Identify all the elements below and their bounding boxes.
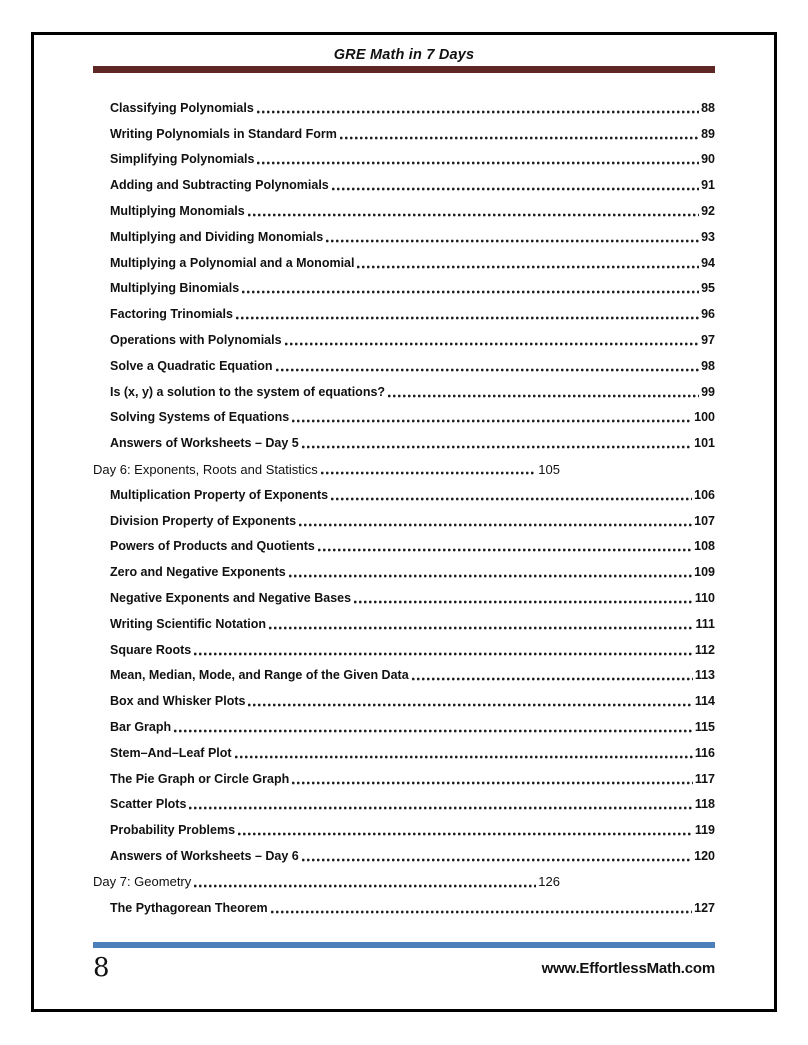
toc-entry (93, 276, 715, 302)
toc-entry-page: 107 (694, 513, 715, 528)
toc-entry (93, 250, 715, 276)
toc-leader-dots (257, 161, 699, 165)
toc-leader-dots (285, 342, 700, 346)
toc-entry (93, 147, 715, 173)
toc-entry (93, 379, 715, 405)
toc-entry (93, 740, 715, 766)
toc-entry-page: 114 (694, 694, 715, 709)
toc-entry (93, 327, 715, 353)
toc-leader-dots (269, 626, 693, 630)
toc-entry-label: Writing Polynomials in Standard Form (110, 126, 337, 141)
toc-entry (93, 766, 715, 792)
toc-leader-dots (388, 394, 699, 398)
toc-leader-dots (189, 806, 692, 810)
toc-entry-page: 88 (701, 100, 715, 115)
toc-entry (93, 792, 715, 818)
toc-entry-label: The Pie Graph or Circle Graph (110, 771, 290, 786)
toc-entry-label: Bar Graph (110, 720, 172, 735)
toc-entry-label: Multiplying and Dividing Monomials (110, 229, 324, 244)
toc-leader-dots (321, 471, 537, 475)
toc-entry-page: 117 (694, 771, 715, 786)
toc-leader-dots (340, 136, 699, 140)
toc-entry (93, 534, 715, 560)
toc-entry-page: 127 (694, 900, 715, 915)
toc-entry-label: Multiplying Monomials (110, 204, 245, 219)
toc-entry-label: Solve a Quadratic Equation (110, 358, 273, 373)
toc-leader-dots (174, 729, 693, 733)
toc-leader-dots (238, 832, 693, 836)
page-title: GRE Math in 7 Days (333, 47, 475, 63)
toc-entry-page: 119 (694, 823, 715, 838)
header-rule (93, 66, 715, 73)
toc-entry (93, 198, 715, 224)
toc-leader-dots (257, 110, 699, 114)
toc-entry-page: 112 (694, 642, 715, 657)
toc-entry-label: Factoring Trinomials (110, 307, 233, 322)
toc-entry-page: 113 (694, 668, 715, 683)
toc-entry-label: Answers of Worksheets – Day 5 (110, 436, 299, 451)
toc-entry (93, 688, 715, 714)
toc-entry-page: 93 (701, 229, 715, 244)
toc-entry (93, 301, 715, 327)
toc-entry (93, 637, 715, 663)
toc-leader-dots (235, 755, 693, 759)
toc-leader-dots (292, 419, 692, 423)
toc-leader-dots (276, 368, 700, 372)
toc-leader-dots (194, 652, 693, 656)
toc-entry (93, 405, 715, 431)
toc-entry-page: 89 (701, 126, 715, 141)
toc-entry (93, 172, 715, 198)
toc-leader-dots (326, 239, 699, 243)
toc-leader-dots (302, 445, 692, 449)
toc-entry (93, 869, 560, 895)
toc-entry-page: 90 (701, 152, 715, 167)
toc-entry-page: 99 (701, 384, 715, 399)
toc-entry (93, 714, 715, 740)
toc-leader-dots (354, 600, 693, 604)
toc-entry-label: Multiplying a Polynomial and a Monomial (110, 255, 355, 270)
toc-leader-dots (242, 290, 699, 294)
toc-entry-label: Multiplication Property of Exponents (110, 487, 329, 502)
toc-entry-label: Zero and Negative Exponents (110, 565, 286, 580)
toc-leader-dots (332, 187, 699, 191)
toc-leader-dots (331, 497, 692, 501)
toc-entry-page: 109 (694, 565, 715, 580)
toc-entry (93, 95, 715, 121)
toc-entry-page: 118 (694, 797, 715, 812)
toc-leader-dots (248, 213, 699, 217)
toc-entry-label: Box and Whisker Plots (110, 694, 246, 709)
toc-leader-dots (292, 781, 693, 785)
toc-entry (93, 508, 715, 534)
toc-entry-page: 106 (694, 487, 715, 502)
toc-entry-label: Adding and Subtracting Polynomials (110, 178, 329, 193)
toc-entry-label: Square Roots (110, 642, 192, 657)
toc-entry-page: 100 (694, 410, 715, 425)
toc-entry (93, 430, 715, 456)
toc-leader-dots (271, 910, 692, 914)
toc-leader-dots (299, 523, 692, 527)
toc-entry-label: Scatter Plots (110, 797, 187, 812)
toc-entry-page: 91 (701, 178, 715, 193)
toc-list (93, 95, 715, 921)
toc-entry-page: 92 (701, 204, 715, 219)
toc-leader-dots (289, 574, 692, 578)
toc-entry-page: 108 (694, 539, 715, 554)
page-header (93, 47, 715, 73)
website-url: www.EffortlessMath.com (541, 959, 715, 977)
toc-leader-dots (248, 703, 692, 707)
toc-entry-label: Day 6: Exponents, Roots and Statistics (93, 461, 318, 477)
toc-entry-label: Operations with Polynomials (110, 333, 282, 348)
toc-entry (93, 843, 715, 869)
toc-entry (93, 482, 715, 508)
toc-entry-page: 126 (538, 874, 560, 890)
toc-entry-page: 105 (538, 461, 560, 477)
toc-entry (93, 611, 715, 637)
toc-entry-label: Negative Exponents and Negative Bases (110, 591, 352, 606)
toc-entry-page: 111 (695, 616, 715, 631)
toc-leader-dots (236, 316, 699, 320)
toc-entry-page: 110 (694, 591, 715, 606)
toc-entry-label: Classifying Polynomials (110, 100, 254, 115)
toc-leader-dots (357, 265, 699, 269)
toc-entry-page: 95 (701, 281, 715, 296)
toc-entry (93, 224, 715, 250)
toc-entry (93, 353, 715, 379)
toc-entry-page: 98 (701, 358, 715, 373)
toc-entry-page: 116 (694, 745, 715, 760)
toc-entry-label: Division Property of Exponents (110, 513, 297, 528)
toc-entry-label: Solving Systems of Equations (110, 410, 290, 425)
toc-entry-page: 115 (694, 720, 715, 735)
toc-entry-label: Multiplying Binomials (110, 281, 240, 296)
toc-entry-label: Powers of Products and Quotients (110, 539, 315, 554)
toc-entry-label: The Pythagorean Theorem (110, 900, 268, 915)
page-footer (93, 942, 715, 983)
footer-rule (93, 942, 715, 948)
toc-entry-label: Answers of Worksheets – Day 6 (110, 849, 299, 863)
toc-entry (93, 121, 715, 147)
toc-entry-label: Writing Scientific Notation (110, 616, 267, 631)
toc-entry-page: 120 (694, 849, 715, 863)
toc-entry-page: 101 (694, 436, 715, 451)
toc-entry-label: Day 7: Geometry (93, 874, 192, 890)
toc-entry-label: Is (x, y) a solution to the system of equations? (110, 384, 386, 399)
toc-leader-dots (302, 858, 692, 862)
toc-entry (93, 559, 715, 585)
toc-entry-page: 96 (701, 307, 715, 322)
footer-row (93, 953, 715, 983)
toc-entry-page: 97 (701, 333, 715, 348)
toc-entry (93, 895, 715, 921)
toc-leader-dots (318, 548, 692, 552)
toc-entry (93, 456, 560, 482)
toc-entry (93, 817, 715, 843)
toc-entry-label: Simplifying Polynomials (110, 152, 255, 167)
page-number: 8 (93, 953, 110, 983)
toc-entry (93, 663, 715, 689)
toc-leader-dots (194, 884, 536, 888)
toc-leader-dots (412, 677, 693, 681)
toc-entry (93, 585, 715, 611)
toc-entry-page: 94 (701, 255, 715, 270)
toc-entry-label: Mean, Median, Mode, and Range of the Given Data (110, 668, 409, 683)
book-page (31, 32, 777, 1012)
toc-entry-label: Probability Problems (110, 823, 236, 838)
toc-entry-label: Stem–And–Leaf Plot (110, 745, 232, 760)
